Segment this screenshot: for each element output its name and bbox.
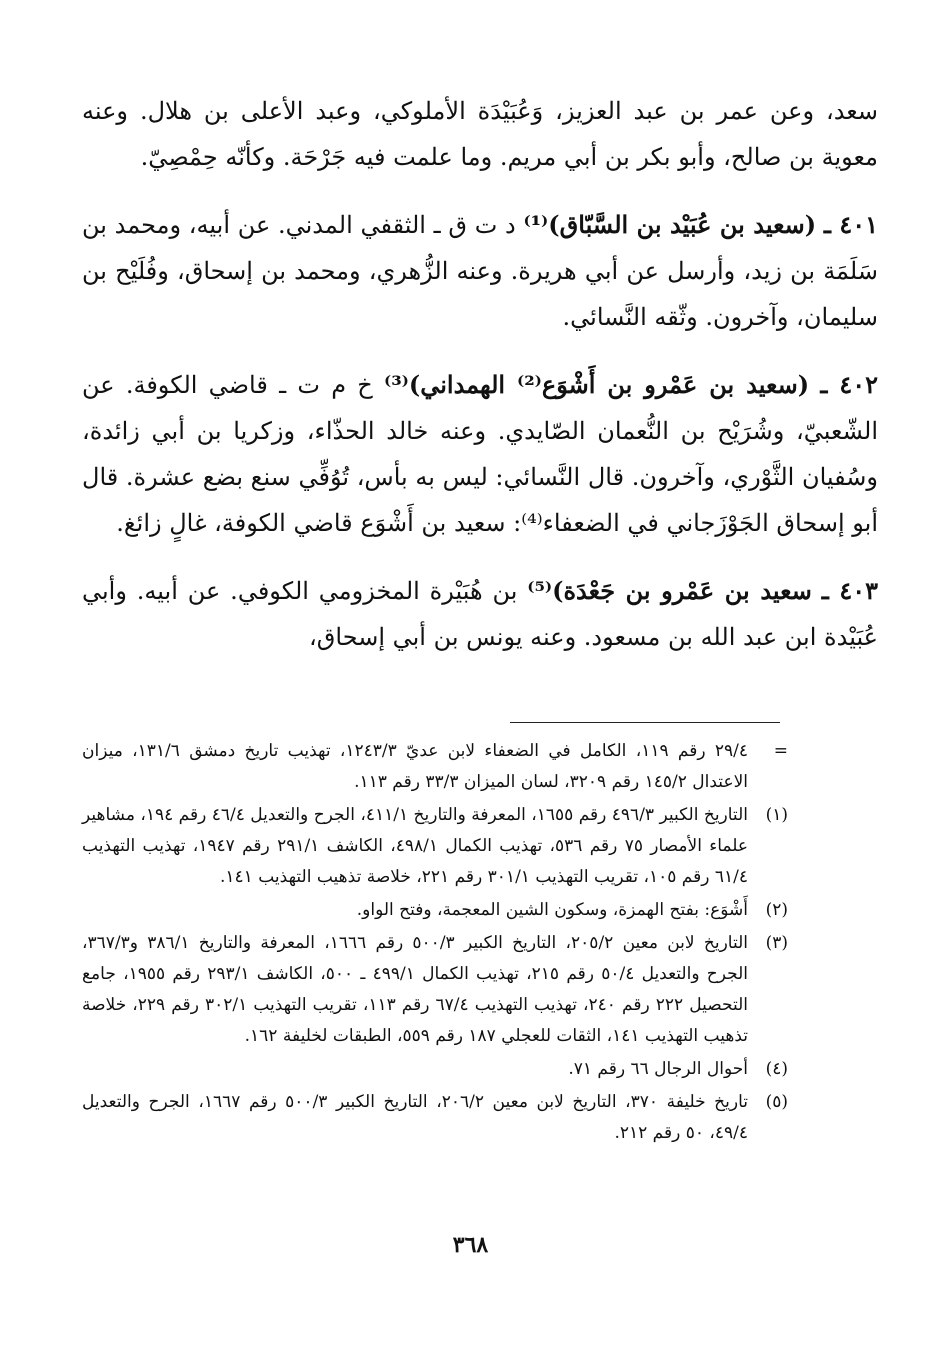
- footnote-marker: =: [773, 741, 788, 761]
- footnote-text: التاريخ الكبير ٤٩٦/٣ رقم ١٦٥٥، المعرفة والتاريخ ٤١١/١، الجرح والتعديل ٤٦/٤ رقم ١٩٤، مشاهير علماء الأمصار ٧٥ رقم ٥٣٦، تهذيب الكمال ٤٩٨/١، الكاشف ٢٩١/١ رقم ١٩٤٧، تهذيب التهذيب ٦١/٤ رقم ١٠٥، تقريب التهذيب ٣٠١/١ رقم ٢٢١، خلاصة تذهيب التهذيب ١٤١.: [82, 805, 748, 887]
- entry-401: [82, 202, 878, 340]
- footnote-4: [82, 1054, 788, 1085]
- entry-name: سعيد بن عَمْرو بن جَعْدَة)⁽⁵⁾: [527, 576, 812, 605]
- footnote-2: [82, 895, 788, 926]
- footnote-5: [82, 1087, 788, 1149]
- footnote-text: التاريخ لابن معين ٢٠٥/٢، التاريخ الكبير ٥٠٠/٣ رقم ١٦٦٦، المعرفة والتاريخ ٣٨٦/١ و٣٦٧/٣، الجرح والتعديل ٥٠/٤ رقم ٢١٥، تهذيب الكمال ٤٩٩/١ ـ ٥٠٠، الكاشف ٢٩٣/١ رقم ١٩٥٥، جامع التحصيل ٢٢٢ رقم ٢٤٠، تهذيب التهذيب ٦٧/٤ رقم ١١٣، تقريب التهذيب ٣٠٢/١ رقم ٢٢٩، خلاصة تذهيب التهذيب ١٤١، الثقات للعجلي ١٨٧ رقم ٥٥٩، الطبقات لخليفة ١٦٢.: [82, 933, 749, 1046]
- footnote-marker: (٢): [765, 900, 788, 920]
- footnote-text: ٢٩/٤ رقم ١١٩، الكامل في الضعفاء لابن عديّ ١٢٤٣/٣، تهذيب تاريخ دمشق ١٣١/٦، ميزان الاعتدال ١٤٥/٢ رقم ٣٢٠٩، لسان الميزان ٣٣/٣ رقم ١١٣.: [82, 741, 748, 792]
- continuation-paragraph: [82, 88, 878, 180]
- footnotes: [82, 736, 788, 1149]
- footnote-marker: (٣): [765, 933, 788, 953]
- footnote-text: تاريخ خليفة ٣٧٠، التاريخ لابن معين ٢٠٦/٢، التاريخ الكبير ٥٠٠/٣ رقم ١٦٦٧، الجرح والتعديل ٤٩/٤، ٥٠ رقم ٢١٢.: [82, 1092, 748, 1143]
- entry-402: [82, 362, 878, 546]
- entry-403: [82, 568, 878, 660]
- footnote-separator: [510, 722, 780, 723]
- entry-text: خ م ت ـ قاضي الكوفة. عن الشّعبيّ، وشُرَيْح بن النُّعمان الصّايدي. وعنه خالد الحذّاء، وزكريا بن أبي زائدة، وسُفيان الثَّوْري، وآخرون. قال النَّسائي: ليس به بأس، تُوُفِّي سنع بضع عشرة. قال أبو إسحاق الجَوْزَجاني في الضعفاء⁽⁴⁾: سعيد بن أَشْوَع قاضي الكوفة، غالٍ زائغ.: [82, 371, 878, 537]
- entry-text: د ت ق ـ الثقفي المدني. عن أبيه، ومحمد بن سَلَمَة بن زيد، وأرسل عن أبي هريرة. وعنه الزُّهري، ومحمد بن إسحاق، وفُلَيْح بن سليمان، وآخرون. وثّقه النَّسائي.: [82, 211, 878, 331]
- entry-text: بن هُبَيْرة المخزومي الكوفي. عن أبيه. وأبي عُبَيْدة ابن عبد الله بن مسعود. وعنه يونس بن أبي إسحاق،: [82, 577, 878, 651]
- continuation-text: سعد، وعن عمر بن عبد العزيز، وَعُبَيْدَة الأملوكي، وعبد الأعلى بن هلال. وعنه معوية بن صالح، وأبو بكر بن أبي مريم. وما علمت فيه جَرْحَة. وكأنّه حِمْصِيّ.: [82, 97, 878, 171]
- footnote-marker: (٥): [765, 1092, 788, 1112]
- entry-number: ٤٠١ ـ: [823, 210, 878, 239]
- footnote-1: [82, 800, 788, 893]
- footnote-text: أَشْوَع: بفتح الهمزة، وسكون الشين المعجمة، وفتح الواو.: [356, 900, 748, 920]
- footnote-marker: (١): [765, 805, 788, 825]
- page-number: ٣٦٨: [452, 1232, 489, 1258]
- entry-number: ٤٠٢ ـ: [820, 370, 879, 399]
- footnote-3: [82, 928, 788, 1052]
- footnote-text: أحوال الرجال ٦٦ رقم ٧١.: [568, 1059, 748, 1079]
- entry-name: (سعيد بن عَمْرو بن أَشْوَع⁽²⁾ الهمداني)⁽³⁾: [384, 370, 810, 399]
- footnote-continuation: [82, 736, 788, 798]
- footnote-marker: (٤): [765, 1059, 788, 1079]
- entry-name: (سعيد بن عُبَيْد بن السَّبّاق)⁽¹⁾: [523, 210, 817, 239]
- entry-number: ٤٠٣ ـ: [821, 576, 878, 605]
- main-text: [82, 88, 878, 660]
